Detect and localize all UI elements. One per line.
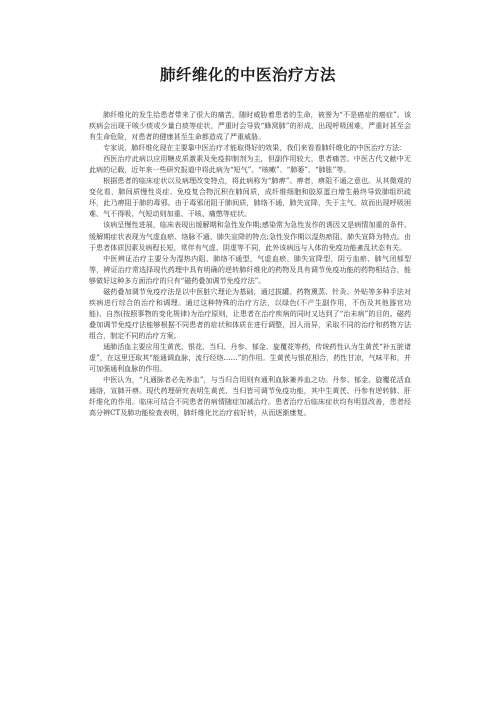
paragraph: 根据患者的临床症状以及病理改变特点，将此病称为“肺痹”。痹者，痹阻不通之意也。从其微观的变化看，肺间质慢性炎症、免疫复合物沉积在肺间质，成纤维细胞和胶原蛋白增生最终导致肺组织疏坏，此乃痹阻于肺的毒邪。由于毒邪闭阻于肺间质，肺络不通，肺失宣降，失于主气，故而出现呼吸困难、气不得吸、气短动则加重、干咳、痛憋等症状。 xyxy=(89,176,411,219)
paragraph: 磁药叠加调节免疫疗法是以中医脏穴理论为基础，通过拔罐、药物熏蒸、针灸、外贴等多种手法对疾病进行综合的治疗和调理。通过这种特殊的治疗方法，以绿色(不产生副作用，不伤及其他器官功能)、自然(按照事物的变化规律)为治疗原则，让患者在治疗疾病的同时又达到了“治未病”的目的。磁药叠加调节免疫疗法能够根据不同患者的症状和体质在进行调整，因人而异，采取不同的治疗和药物方法组合，制定不同的治疗方案。 xyxy=(89,286,411,340)
paragraph: 该病呈慢性进展，临床表现出缓解期和急性发作期;感染常为急性发作的诱因又是病情加重的条件。缓解期症状表现为气虚血瘀、络脉不通、肺失宣降的特点;急性发作期以湿热瘀阻、肺失宣降为特点。由于患者体质因素及病程长短，常伴有气虚、阴虚等不同，此外该病远与人体的免疫功能紊乱状态有关。 xyxy=(89,220,411,252)
document-body xyxy=(89,109,411,418)
paragraph: 中医认为，“凡通脉者必先养血”，与当归合用则有通利血脉兼养血之功。丹参、郁金、旋覆花活血通络，宣肺开痹。现代药理研究表明生黄芪、当归皆可调节免疫功能，其中生黄芪、丹参有逆转肺、肝纤维化的作用。临床可结合不同患者的病情随症加减治疗。患者治疗后临床症状均有明显改善，患者经高分辨CT及肺功能检查表明，肺纤维化比治疗前好转，从而逐渐康复。 xyxy=(89,375,411,418)
paragraph: 专家说，肺纤维化现在主要靠中医治疗才能取得好的效果，我们来看看肺纤维化的中医治疗方法： xyxy=(103,143,407,153)
paragraph: 肺纤维化的发生给患者带来了很大的痛苦，随时威胁着患者的生命，被誉为“不是癌症的癌症”。该疾病会出现干咳少痰或少量白痰等症状，严重时会导致“蜂窝肺”的形成，出现呼吸困难，严重时甚至会有生命危险，对患者的健康甚至生命都造成了严重威胁。 xyxy=(89,110,411,142)
paragraph: 西医治疗此病以应用糖皮质激素及免疫抑制剂为主，但副作用较大，患者痛苦。中医古代文献中无此病的记载，近年来一些研究报道中将此病为“短气”、“咳嗽”、“肺萎”、“肺胀”等。 xyxy=(89,154,411,175)
paragraph: 通肺活血主要应用生黄芪、银花、当归、丹参、郁金、旋覆花等药，传统药性认为生黄芪“补五脏诸虚”，在这里还取其“能通调血脉，流行经络……”的作用。生黄芪与银花相合，药性甘凉，气味平和，并可加强通利血脉的作用。 xyxy=(89,341,411,374)
paragraph: 中医辨证治疗主要分为湿热内阻、肺络不通型，气虚血瘀、肺失宣降型，阴亏血瘀、肺气闭郁型等，辨证治疗常选择现代药理中具有明确的逆转肺纤维化的药物及具有调节免疫功能的药物相结合，能够做好这种多方面治疗的只有“磁药叠加调节免疫疗法”。 xyxy=(89,253,411,285)
document-title: 肺纤维化的中医治疗方法 xyxy=(159,66,336,84)
